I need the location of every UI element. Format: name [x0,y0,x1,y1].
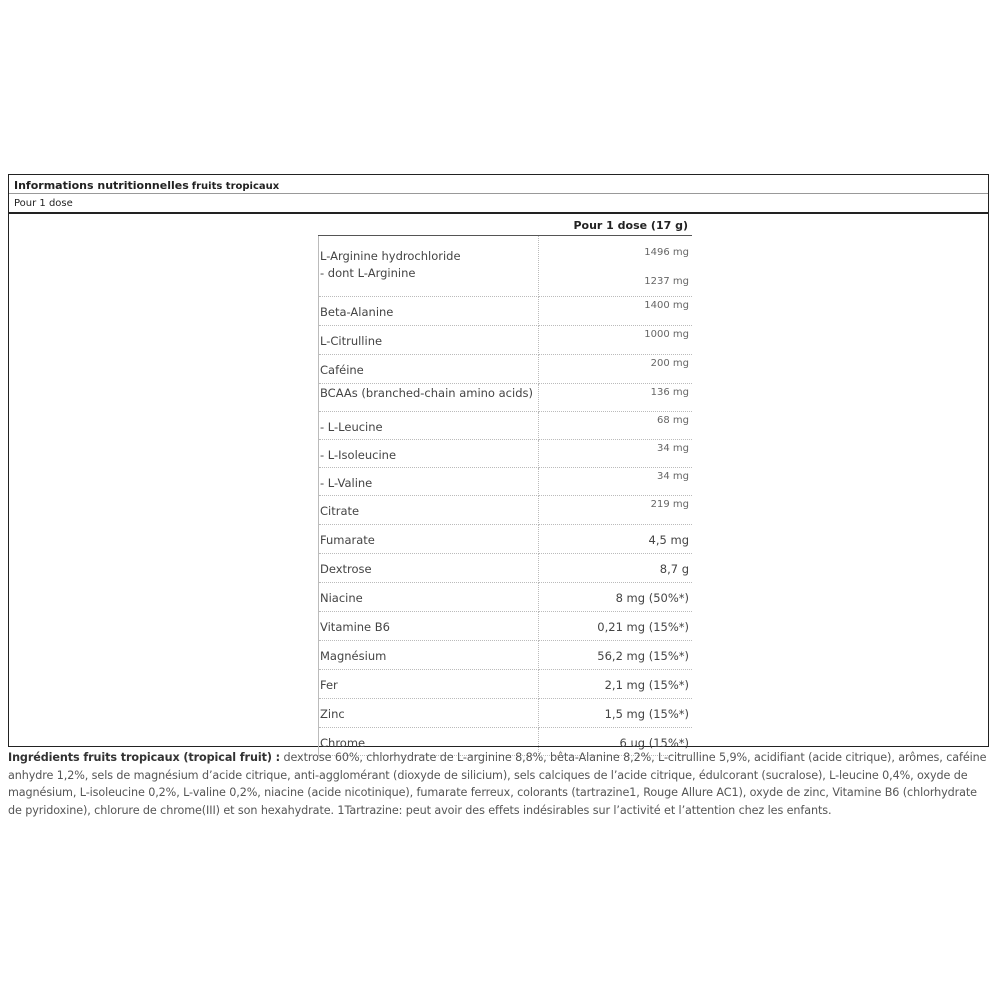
nutrient-value-text: 1,5 mg (15%*) [604,706,689,721]
nutrient-name-text: Niacine [320,590,363,605]
nutrient-value-text: 34 mg [657,470,689,482]
nutrient-name-text: L-Citrulline [320,333,383,348]
nutrient-value [539,467,693,495]
nutrient-name [319,439,539,467]
nutrient-value-text: 1000 mg [644,328,689,340]
nutrient-value [539,553,693,582]
table-row [319,325,693,354]
nutrient-value-text: 0,21 mg (15%*) [597,619,689,634]
nutrient-name [319,235,539,296]
ingredients-list: dextrose 60%, chlorhydrate de L-arginine 8,8%, bêta-Alanine 8,2%, L-citrulline 5,9%, acidifiant (acide citrique), arômes, caféine anhydre 1,2%, sels de magnésium d’acide citrique, anti-agglomérant (dioxyde de silicium), sels calciques de l’acide citrique, édulcorant (sucralose), L-leucine 0,4%, oxyde de magnésium, L-isoleucine 0,2%, L-valine 0,2%, niacine (acide nicotinique), fumarate ferreux, colorants (tartrazine1, Rouge Allure AC1), oxyde de zinc, Vitamine B6 (chlorhydrate de pyridoxine), chlorure de chrome(III) et son hexahydrate. 1Tartrazine: peut avoir des effets indésirables sur l’activité et l’attention chez les enfants. [8,751,987,818]
nutrient-value-text: 219 mg [650,498,689,510]
ingredients-text [8,749,993,820]
table-row [319,495,693,524]
nutrient-name-text: Vitamine B6 [320,619,390,634]
table-row [319,698,693,727]
nutrient-value [539,582,693,611]
nutrient-value-text: 1400 mg [644,299,689,311]
nutrient-name-text: Zinc [320,706,345,721]
divider [9,212,988,214]
table-row [319,553,693,582]
nutrient-value [539,669,693,698]
nutrient-name [319,467,539,495]
nutrient-name [319,411,539,439]
table-header-row [319,217,693,235]
nutrient-name [319,582,539,611]
nutrient-name-text: Caféine [320,362,364,377]
nutrient-name-text: BCAAs (branched-chain amino acids) [320,385,533,400]
nutrition-panel [8,174,989,750]
nutrient-name [319,698,539,727]
table-row [319,411,693,439]
nutrient-value-text: 56,2 mg (15%*) [597,648,689,663]
nutrient-name [319,325,539,354]
panel-title-row [9,175,988,194]
table-row [319,467,693,495]
panel-title [14,179,279,192]
column-header: Pour 1 dose (17 g) [319,217,693,235]
nutrient-name-text: - L-Isoleucine [320,447,397,462]
nutrient-name [319,383,539,411]
table-row [319,669,693,698]
nutrient-value-text: 34 mg [657,442,689,454]
nutrient-name [319,611,539,640]
nutrient-value [539,383,693,411]
nutrient-name-text: - L-Valine [320,475,373,490]
panel-subtitle: Pour 1 dose [14,198,73,209]
table-row [319,354,693,383]
nutrient-value-text: 8 mg (50%*) [615,590,689,605]
table-row [319,640,693,669]
nutrient-value [539,698,693,727]
nutrient-value [539,611,693,640]
table-body [319,235,693,755]
nutrient-value [539,296,693,325]
panel-title-text: Informations nutritionnelles [14,179,189,192]
nutrient-name [319,495,539,524]
nutrient-value [539,439,693,467]
nutrient-value [539,411,693,439]
nutrient-name-text: Fer [320,677,338,692]
nutrient-value-text: 8,7 g [659,561,689,576]
nutrient-name-line: L-Arginine hydrochloride - dont L-Arginine [320,248,461,280]
nutrient-name [319,640,539,669]
nutrient-value-text: 200 mg [650,357,689,369]
nutrient-name-text: Dextrose [320,561,372,576]
nutrient-name-text: Beta-Alanine [320,304,394,319]
table-row [319,439,693,467]
nutrient-value-text: 2,1 mg (15%*) [604,677,689,692]
nutrient-name [319,669,539,698]
nutrient-value [539,354,693,383]
panel-title-flavor: fruits tropicaux [191,181,280,192]
table-row [319,235,693,296]
nutrition-table [318,217,692,756]
nutrient-value-text: 136 mg [650,386,689,398]
nutrient-value-text: 4,5 mg [648,532,689,547]
table-row [319,296,693,325]
table-row [319,524,693,553]
nutrient-name [319,524,539,553]
nutrient-value [539,495,693,524]
table-row [319,611,693,640]
nutrient-name-text: Citrate [320,503,360,518]
nutrient-name [319,354,539,383]
nutrient-name-text: Fumarate [320,532,375,547]
nutrient-value-text: 68 mg [657,414,689,426]
table-row [319,582,693,611]
nutrient-name-text: Magnésium [320,648,387,663]
nutrient-name-text: - L-Leucine [320,419,383,434]
nutrient-value-text: 6 ug (15%*) [619,735,689,750]
nutrient-value [539,640,693,669]
nutrient-value [539,524,693,553]
nutrient-value-lines: 1496 mg 1237 mg [644,246,689,287]
nutrient-value [539,235,693,296]
nutrient-name-text: Chrome [320,735,366,750]
nutrient-name [319,553,539,582]
nutrient-value [539,325,693,354]
nutrient-name [319,296,539,325]
ingredients-lead: Ingrédients fruits tropicaux (tropical fruit) : [8,751,281,764]
table-row [319,383,693,411]
